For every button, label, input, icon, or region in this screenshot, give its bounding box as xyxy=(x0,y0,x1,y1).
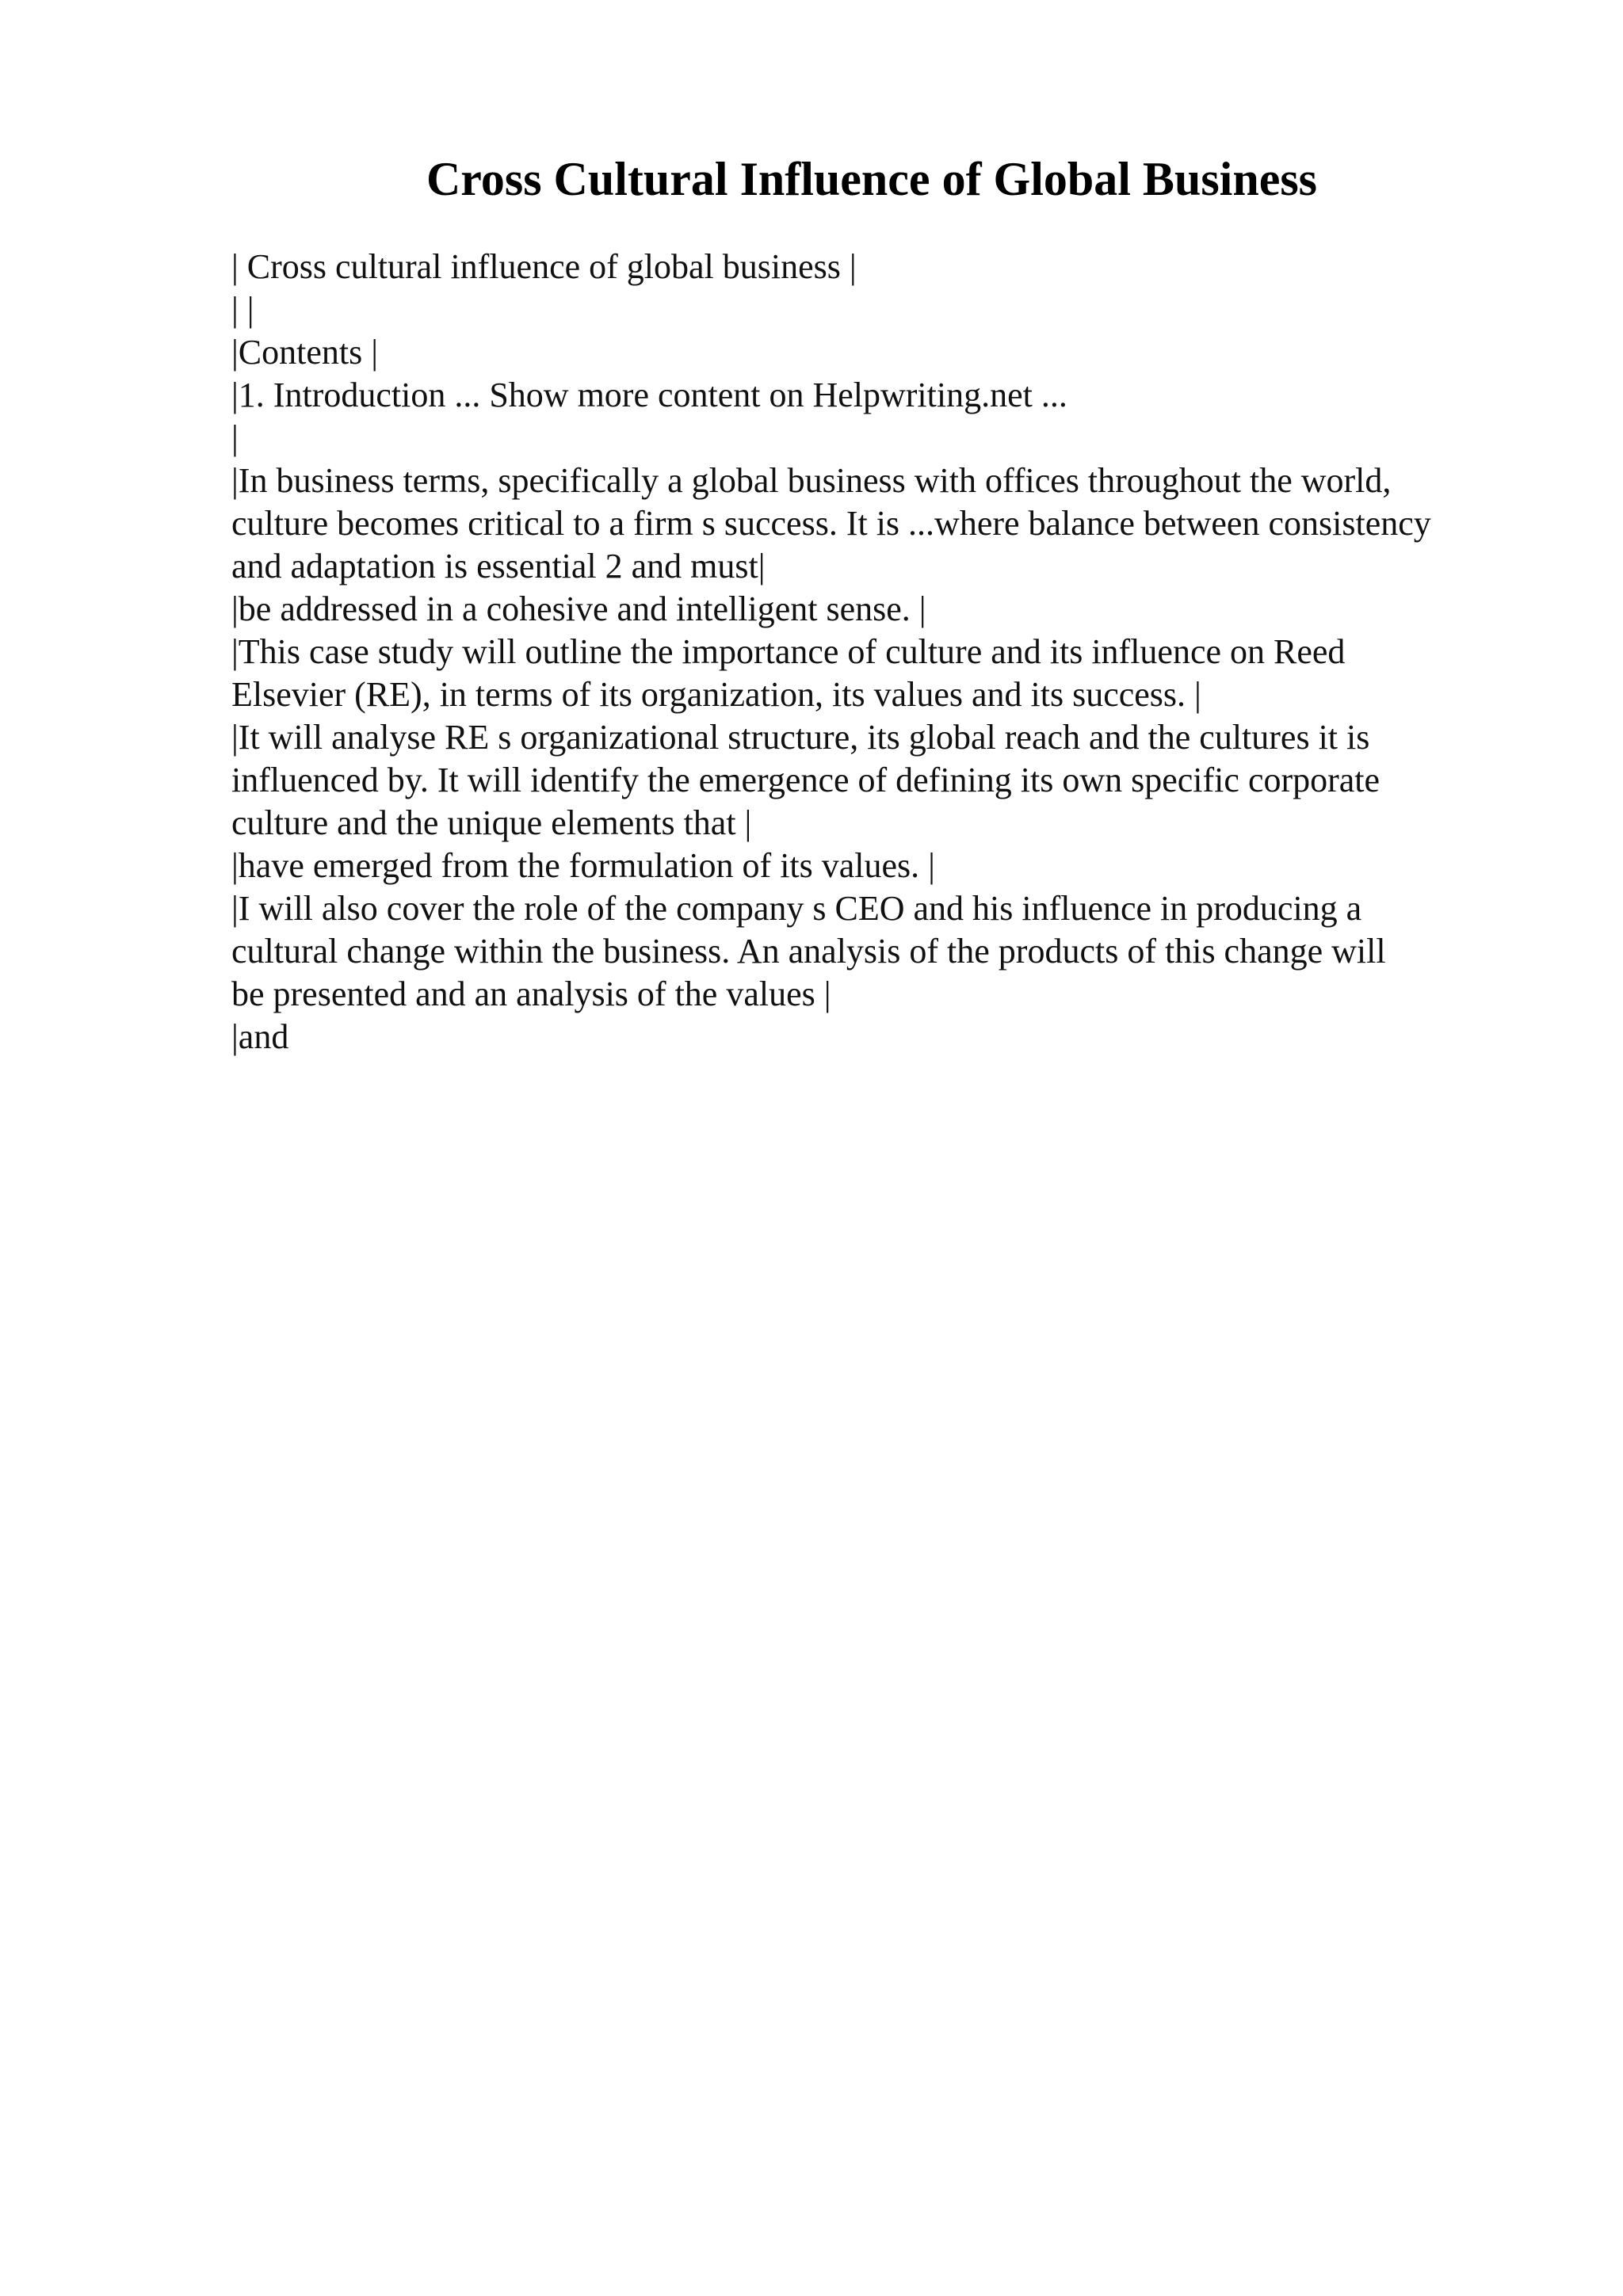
text-line: culture becomes critical to a firm s success. It is ...where balance between consistency xyxy=(231,504,1431,543)
text-line: |have emerged from the formulation of its values. | xyxy=(231,846,935,885)
text-line: |In business terms, specifically a global business with offices throughout the world, xyxy=(231,461,1392,500)
text-line: |This case study will outline the importance of culture and its influence on Reed xyxy=(231,632,1346,671)
document-title: Cross Cultural Influence of Global Business xyxy=(426,153,1318,205)
text-line: |It will analyse RE s organizational structure, its global reach and the cultures it is xyxy=(231,718,1370,757)
text-line: Elsevier (RE), in terms of its organization, its values and its success. | xyxy=(231,675,1201,714)
text-line: cultural change within the business. An analysis of the products of this change will xyxy=(231,932,1386,971)
text-line: culture and the unique elements that | xyxy=(231,803,752,842)
document-body xyxy=(231,246,1515,1058)
text-line: | | xyxy=(231,290,254,329)
text-line: |and xyxy=(231,1017,289,1056)
text-line: |I will also cover the role of the company s CEO and his influence in producing a xyxy=(231,889,1362,928)
text-line: be presented and an analysis of the values | xyxy=(231,974,831,1013)
text-line: |1. Introduction ... Show more content on Helpwriting.net ... xyxy=(231,376,1067,414)
text-line: |be addressed in a cohesive and intelligent sense. | xyxy=(231,589,926,628)
text-line: | xyxy=(231,418,239,457)
text-line: | Cross cultural influence of global business | xyxy=(231,247,857,286)
text-line: and adaptation is essential 2 and must| xyxy=(231,547,766,585)
text-line: influenced by. It will identify the emergence of defining its own specific corporate xyxy=(231,761,1381,799)
text-line: |Contents | xyxy=(231,333,379,372)
